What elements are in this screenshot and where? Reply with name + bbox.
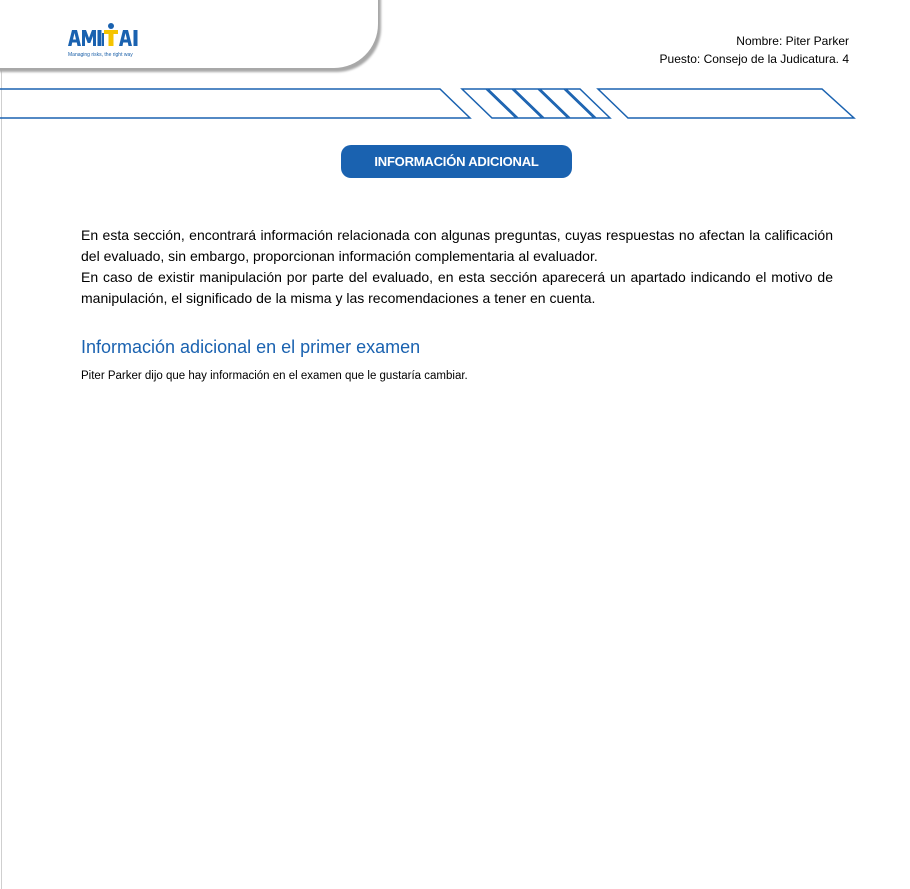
additional-info-heading: Información adicional en el primer examen [81,337,421,357]
logo-tagline: Managing risks, the right way [68,52,133,58]
header-decorative-band [0,86,910,126]
intro-text [81,225,833,309]
intro-paragraph-1: En esta sección, encontrará información relacionada con algunas preguntas, cuyas respuestas no afectan la calificación del evaluado, sin embargo, proporcionan información complementaria al evaluador. [81,227,833,264]
page-left-border [1,0,2,889]
additional-info-note: Piter Parker dijo que hay información en el examen que le gustaría cambiar. [81,370,468,382]
evaluee-position: Puesto: Consejo de la Judicatura. 4 [659,52,849,66]
evaluee-name: Nombre: Piter Parker [736,34,849,48]
intro-paragraph-2: En caso de existir manipulación por parte del evaluado, en esta sección aparecerá un apartado indicando el motivo de manipulación, el significado de la misma y las recomendaciones a tener en cuenta. [81,269,833,306]
header-info [660,32,849,68]
section-title-badge: INFORMACIÓN ADICIONAL [341,145,572,178]
logo-card [0,0,378,68]
